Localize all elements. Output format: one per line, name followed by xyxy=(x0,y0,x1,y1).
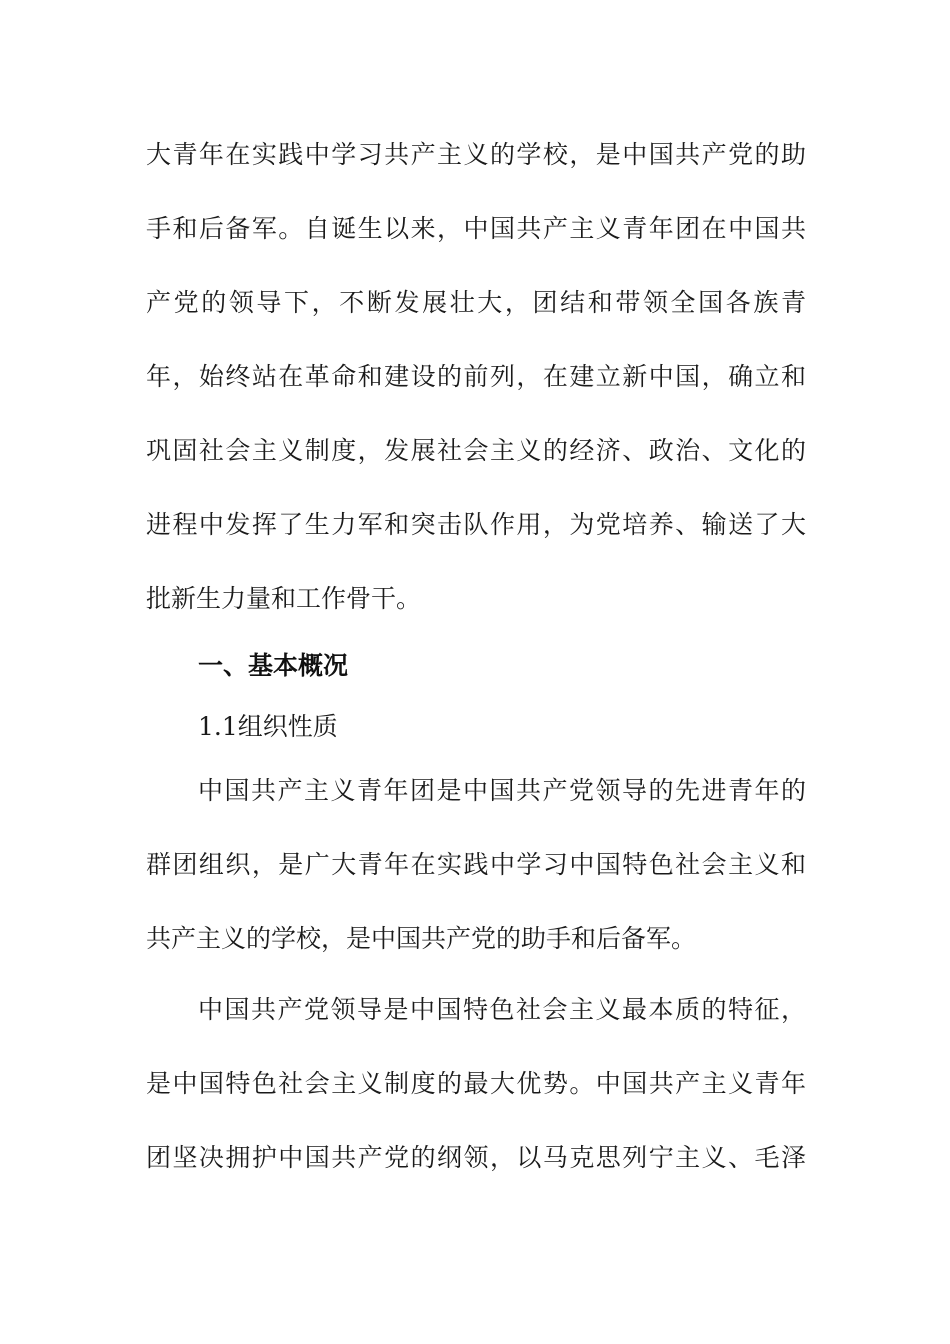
paragraph-2-line-3: 共产主义的学校，是中国共产党的助手和后备军。 xyxy=(146,924,697,953)
section-heading: 一、基本概况 xyxy=(198,651,349,680)
paragraph-1-line-4: 年，始终站在革命和建设的前列，在建立新中国，确立和 xyxy=(146,362,806,391)
paragraph-2-line-2: 群团组织，是广大青年在实践中学习中国特色社会主义和 xyxy=(146,850,806,879)
paragraph-1-line-3: 产党的领导下，不断发展壮大，团结和带领全国各族青 xyxy=(146,288,806,317)
subsection-heading: 1.1组织性质 xyxy=(198,712,338,741)
paragraph-1-line-2: 手和后备军。自诞生以来，中国共产主义青年团在中国共 xyxy=(146,214,806,243)
paragraph-1-line-6: 进程中发挥了生力军和突击队作用，为党培养、输送了大 xyxy=(146,510,806,539)
paragraph-1-line-5: 巩固社会主义制度，发展社会主义的经济、政治、文化的 xyxy=(146,436,806,465)
paragraph-1-line-1: 大青年在实践中学习共产主义的学校，是中国共产党的助 xyxy=(146,140,806,169)
paragraph-3-line-3: 团坚决拥护中国共产党的纲领，以马克思列宁主义、毛泽 xyxy=(146,1143,806,1172)
paragraph-2-line-1: 中国共产主义青年团是中国共产党领导的先进青年的 xyxy=(198,776,806,805)
paragraph-1-line-7: 批新生力量和工作骨干。 xyxy=(146,584,422,613)
paragraph-3-line-2: 是中国特色社会主义制度的最大优势。中国共产主义青年 xyxy=(146,1069,806,1098)
paragraph-3-line-1: 中国共产党领导是中国特色社会主义最本质的特征， xyxy=(198,995,806,1024)
